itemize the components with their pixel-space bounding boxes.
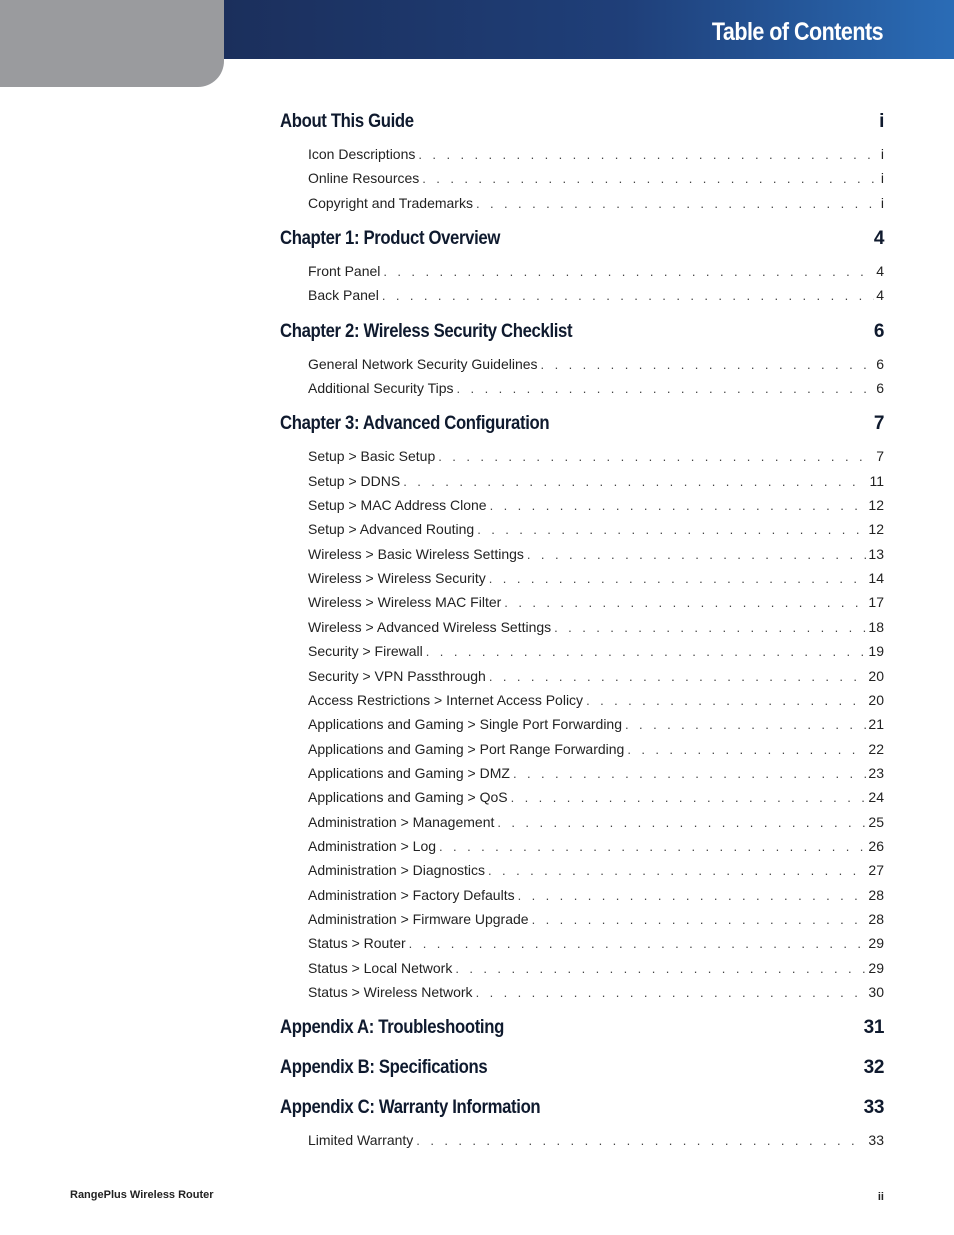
entry-label: Administration > Factory Defaults bbox=[308, 886, 515, 903]
entry-page-number: 17 bbox=[868, 594, 884, 611]
section-page-number: 6 bbox=[873, 320, 884, 342]
dot-leader bbox=[518, 884, 867, 908]
toc-entry[interactable] bbox=[280, 444, 884, 468]
dot-leader bbox=[403, 470, 867, 494]
entry-label: Applications and Gaming > DMZ bbox=[308, 764, 510, 781]
section-heading[interactable] bbox=[280, 1054, 884, 1082]
section-entries bbox=[280, 352, 884, 401]
section-page-number: 31 bbox=[863, 1017, 884, 1039]
dot-leader bbox=[455, 957, 866, 981]
dot-leader bbox=[532, 908, 867, 932]
entry-label: Wireless > Basic Wireless Settings bbox=[308, 545, 524, 562]
dot-leader bbox=[439, 835, 866, 859]
dot-leader bbox=[489, 665, 867, 689]
entry-page-number: 7 bbox=[876, 448, 884, 465]
dot-leader bbox=[409, 932, 867, 956]
entry-page-number: 33 bbox=[868, 1132, 884, 1149]
entry-page-number: 12 bbox=[868, 521, 884, 538]
entry-page-number: 4 bbox=[876, 287, 884, 304]
entry-label: Access Restrictions > Internet Access Policy bbox=[308, 691, 584, 708]
toc-entry[interactable] bbox=[280, 283, 884, 307]
toc-entry[interactable] bbox=[280, 259, 884, 283]
toc-entry[interactable] bbox=[280, 166, 884, 190]
entry-label: Limited Warranty bbox=[308, 1132, 414, 1149]
header-band bbox=[224, 0, 954, 59]
entry-label: Applications and Gaming > QoS bbox=[308, 789, 508, 806]
toc-entry[interactable] bbox=[280, 142, 884, 166]
entry-label: Administration > Firmware Upgrade bbox=[308, 910, 529, 927]
entry-label: Back Panel bbox=[308, 287, 379, 304]
toc-entry[interactable] bbox=[280, 517, 884, 541]
toc-section bbox=[280, 1094, 884, 1152]
dot-leader bbox=[416, 1129, 866, 1153]
footer-product-name: RangePlus Wireless Router bbox=[70, 1189, 214, 1201]
dot-leader bbox=[489, 567, 867, 591]
entry-label: Wireless > Wireless Security bbox=[308, 570, 486, 587]
entry-label: Copyright and Trademarks bbox=[308, 194, 473, 211]
dot-leader bbox=[383, 260, 874, 284]
toc-entry[interactable] bbox=[280, 931, 884, 955]
section-entries bbox=[280, 1128, 884, 1152]
dot-leader bbox=[422, 167, 879, 191]
entry-page-number: 29 bbox=[868, 935, 884, 952]
section-heading[interactable] bbox=[280, 410, 884, 438]
footer-page-number: ii bbox=[877, 1191, 884, 1203]
entry-page-number: i bbox=[880, 194, 884, 211]
toc-entry[interactable] bbox=[280, 810, 884, 834]
toc-entry[interactable] bbox=[280, 469, 884, 493]
toc-entry[interactable] bbox=[280, 1128, 884, 1152]
entry-page-number: 13 bbox=[868, 545, 884, 562]
entry-page-number: 6 bbox=[876, 355, 884, 372]
toc-entry[interactable] bbox=[280, 883, 884, 907]
toc-entry[interactable] bbox=[280, 191, 884, 215]
entry-page-number: 30 bbox=[868, 983, 884, 1000]
entry-page-number: 20 bbox=[868, 691, 884, 708]
toc-entry[interactable] bbox=[280, 493, 884, 517]
entry-label: Administration > Log bbox=[308, 837, 437, 854]
section-title: Appendix A: Troubleshooting bbox=[280, 1017, 504, 1039]
dot-leader bbox=[488, 859, 866, 883]
toc-entry[interactable] bbox=[280, 615, 884, 639]
entry-label: Administration > Diagnostics bbox=[308, 862, 486, 879]
entry-page-number: 27 bbox=[868, 862, 884, 879]
dot-leader bbox=[554, 616, 866, 640]
dot-leader bbox=[382, 284, 874, 308]
toc-section bbox=[280, 108, 884, 215]
entry-page-number: 22 bbox=[868, 740, 884, 757]
section-entries bbox=[280, 444, 884, 1004]
dot-leader bbox=[476, 192, 879, 216]
entry-label: Wireless > Wireless MAC Filter bbox=[308, 594, 502, 611]
entry-label: Status > Router bbox=[308, 935, 406, 952]
dot-leader bbox=[438, 445, 874, 469]
entry-page-number: 11 bbox=[869, 472, 884, 489]
entry-label: Front Panel bbox=[308, 263, 381, 280]
toc-section bbox=[280, 1054, 884, 1082]
entry-label: Status > Wireless Network bbox=[308, 983, 473, 1000]
section-title: Chapter 1: Product Overview bbox=[280, 228, 500, 250]
entry-label: Wireless > Advanced Wireless Settings bbox=[308, 618, 552, 635]
entry-label: Icon Descriptions bbox=[308, 146, 416, 162]
toc-entry[interactable] bbox=[280, 566, 884, 590]
table-of-contents bbox=[280, 108, 884, 1163]
section-title: Appendix B: Specifications bbox=[280, 1057, 488, 1079]
dot-leader bbox=[513, 762, 866, 786]
entry-page-number: 29 bbox=[868, 959, 884, 976]
entry-page-number: 18 bbox=[868, 618, 884, 635]
entry-label: General Network Security Guidelines bbox=[308, 355, 538, 372]
dot-leader bbox=[426, 640, 867, 664]
toc-entry[interactable] bbox=[280, 664, 884, 688]
section-entries bbox=[280, 259, 884, 308]
section-page-number: 33 bbox=[863, 1097, 884, 1119]
toc-section bbox=[280, 225, 884, 308]
entry-page-number: 4 bbox=[876, 263, 884, 280]
entry-page-number: 12 bbox=[868, 497, 884, 514]
dot-leader bbox=[504, 591, 866, 615]
entry-label: Setup > Advanced Routing bbox=[308, 521, 475, 538]
page-title: Table of Contents bbox=[711, 18, 883, 46]
section-heading[interactable] bbox=[280, 1094, 884, 1122]
dot-leader bbox=[497, 811, 866, 835]
entry-label: Applications and Gaming > Port Range Forwarding bbox=[308, 740, 625, 757]
section-page-number: 7 bbox=[873, 413, 884, 435]
entry-page-number: 20 bbox=[868, 667, 884, 684]
entry-page-number: 26 bbox=[868, 837, 884, 854]
toc-entry[interactable] bbox=[280, 712, 884, 736]
entry-label: Online Resources bbox=[308, 170, 420, 187]
dot-leader bbox=[541, 353, 875, 377]
section-title: About This Guide bbox=[280, 111, 414, 132]
section-heading[interactable] bbox=[280, 1014, 884, 1042]
toc-section bbox=[280, 410, 884, 1004]
dot-leader bbox=[527, 543, 867, 567]
toc-entry[interactable] bbox=[280, 542, 884, 566]
dot-leader bbox=[476, 981, 867, 1005]
entry-label: Security > VPN Passthrough bbox=[308, 667, 486, 684]
dot-leader bbox=[627, 738, 866, 762]
entry-page-number: 24 bbox=[868, 789, 884, 806]
section-title: Appendix C: Warranty Information bbox=[280, 1097, 541, 1119]
entry-label: Setup > Basic Setup bbox=[308, 448, 436, 465]
entry-page-number: i bbox=[880, 170, 884, 187]
toc-section bbox=[280, 318, 884, 401]
toc-entry[interactable] bbox=[280, 376, 884, 400]
toc-entry[interactable] bbox=[280, 956, 884, 980]
entry-page-number: 25 bbox=[868, 813, 884, 830]
dot-leader bbox=[418, 143, 878, 167]
entry-page-number: 14 bbox=[868, 570, 884, 587]
toc-entry[interactable] bbox=[280, 858, 884, 882]
entry-page-number: 28 bbox=[868, 910, 884, 927]
entry-label: Security > Firewall bbox=[308, 643, 423, 660]
section-entries bbox=[280, 142, 884, 215]
toc-entry[interactable] bbox=[280, 907, 884, 931]
entry-page-number: 6 bbox=[876, 380, 884, 397]
section-heading[interactable] bbox=[280, 318, 884, 346]
dot-leader bbox=[625, 713, 866, 737]
entry-label: Setup > MAC Address Clone bbox=[308, 497, 487, 514]
toc-entry[interactable] bbox=[280, 688, 884, 712]
entry-label: Setup > DDNS bbox=[308, 472, 401, 489]
toc-entry[interactable] bbox=[280, 352, 884, 376]
dot-leader bbox=[586, 689, 866, 713]
toc-entry[interactable] bbox=[280, 785, 884, 809]
section-title: Chapter 2: Wireless Security Checklist bbox=[280, 320, 573, 342]
section-heading[interactable] bbox=[280, 225, 884, 253]
toc-entry[interactable] bbox=[280, 737, 884, 761]
toc-entry[interactable] bbox=[280, 639, 884, 663]
section-page-number: i bbox=[879, 111, 884, 132]
entry-label: Status > Local Network bbox=[308, 959, 453, 976]
entry-page-number: i bbox=[880, 146, 884, 162]
entry-label: Administration > Management bbox=[308, 813, 495, 830]
dot-leader bbox=[511, 786, 867, 810]
dot-leader bbox=[490, 494, 867, 518]
entry-page-number: 19 bbox=[868, 643, 884, 660]
entry-label: Additional Security Tips bbox=[308, 380, 454, 397]
corner-tab bbox=[0, 0, 224, 87]
toc-entry[interactable] bbox=[280, 980, 884, 1004]
entry-page-number: 23 bbox=[868, 764, 884, 781]
dot-leader bbox=[477, 518, 866, 542]
toc-entry[interactable] bbox=[280, 761, 884, 785]
toc-entry[interactable] bbox=[280, 590, 884, 614]
entry-page-number: 21 bbox=[868, 716, 884, 733]
entry-page-number: 28 bbox=[868, 886, 884, 903]
toc-entry[interactable] bbox=[280, 834, 884, 858]
section-heading[interactable] bbox=[280, 108, 884, 136]
entry-label: Applications and Gaming > Single Port Forwarding bbox=[308, 716, 623, 733]
dot-leader bbox=[457, 377, 875, 401]
section-title: Chapter 3: Advanced Configuration bbox=[280, 413, 550, 435]
section-page-number: 4 bbox=[873, 228, 884, 250]
toc-section bbox=[280, 1014, 884, 1042]
section-page-number: 32 bbox=[863, 1057, 884, 1079]
